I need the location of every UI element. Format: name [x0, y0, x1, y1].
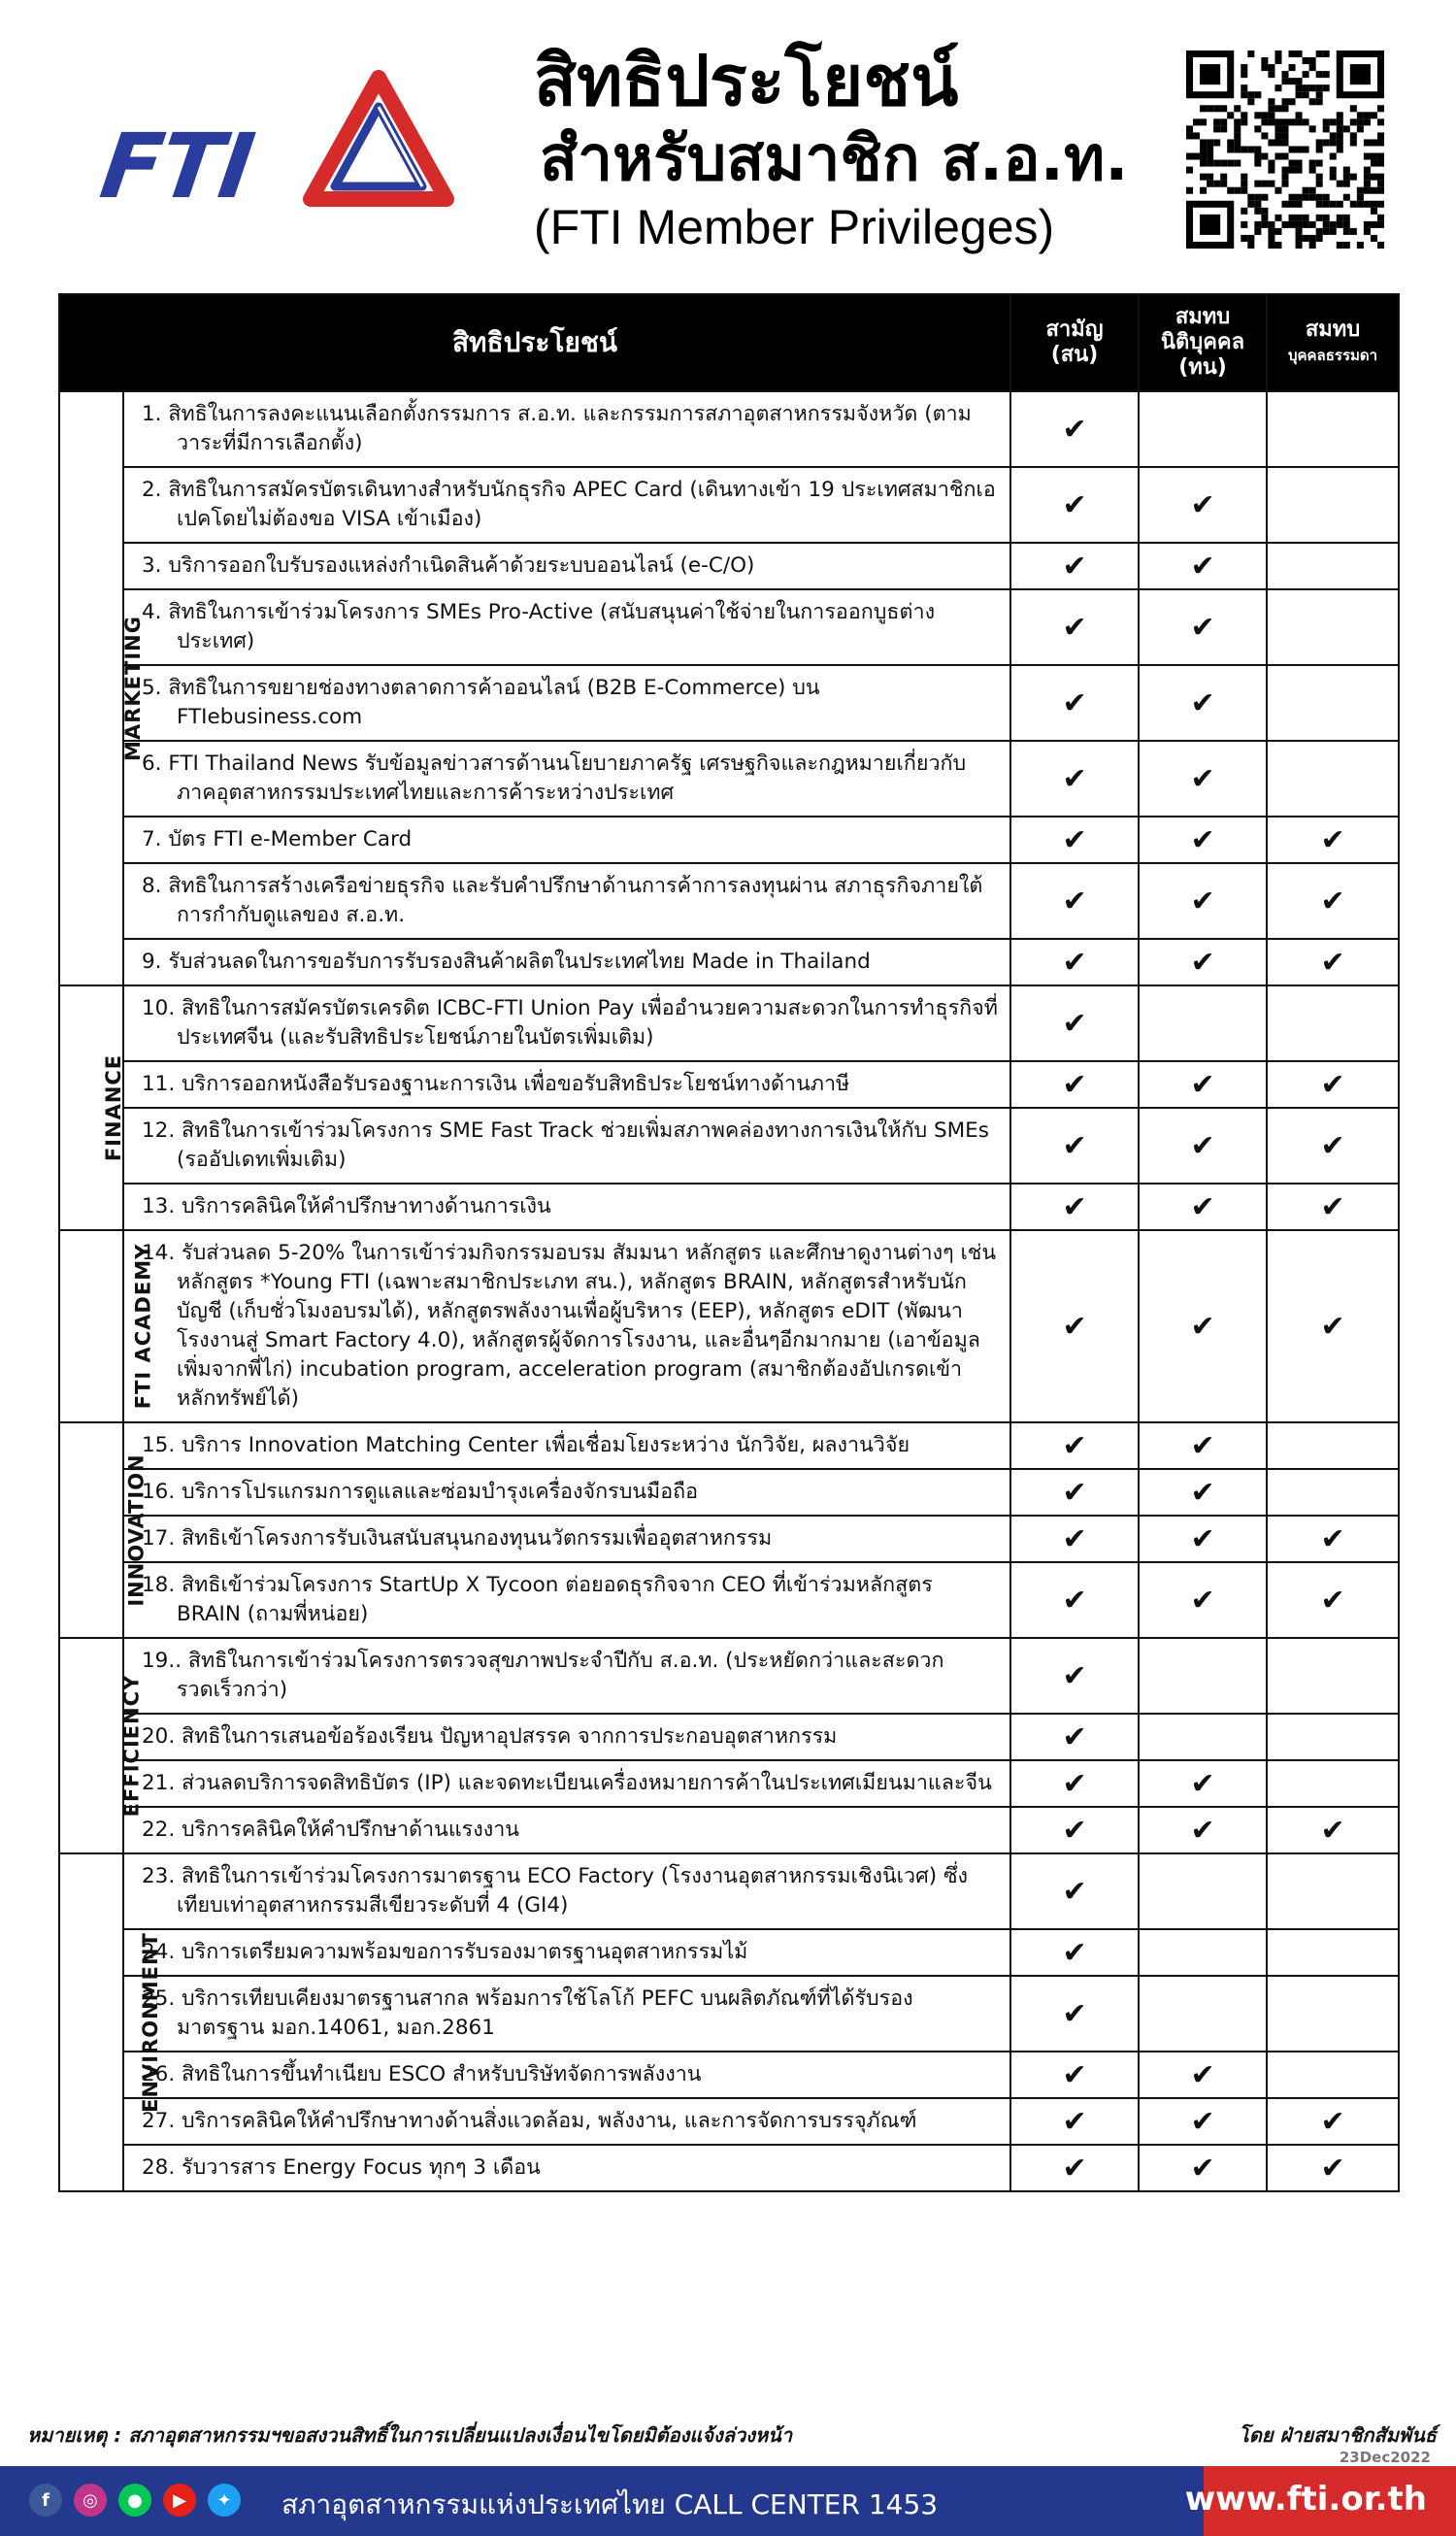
check-icon: ✔	[1190, 761, 1215, 796]
table-row	[59, 589, 1399, 665]
check-icon: ✔	[1062, 487, 1087, 522]
eligibility-cell-2	[1139, 2145, 1267, 2191]
check-icon: ✔	[1190, 1766, 1215, 1801]
eligibility-cell-2	[1139, 1562, 1267, 1638]
logo-wordmark: FTI	[94, 115, 259, 218]
privilege-cell	[123, 1562, 1010, 1638]
privileges-table	[58, 293, 1400, 2192]
table-row	[59, 1760, 1399, 1807]
eligibility-cell-3	[1267, 817, 1399, 863]
eligibility-cell-2	[1139, 741, 1267, 817]
category-cell	[59, 1422, 149, 1638]
eligibility-cell-1	[1010, 1469, 1139, 1516]
eligibility-cell-2	[1139, 939, 1267, 985]
eligibility-cell-2	[1139, 1230, 1267, 1422]
title-line-2: สำหรับสมาชิก ส.อ.ท.	[540, 123, 1129, 195]
check-icon: ✔	[1062, 610, 1087, 645]
check-icon: ✔	[1062, 1475, 1087, 1510]
table-row	[59, 1230, 1399, 1422]
table-row	[59, 1929, 1399, 1976]
eligibility-cell-1	[1010, 2098, 1139, 2145]
table-row	[59, 2145, 1399, 2191]
privilege-cell	[123, 939, 1010, 985]
check-icon: ✔	[1320, 2151, 1345, 2186]
privilege-cell	[123, 1638, 1010, 1714]
eligibility-cell-3	[1267, 1469, 1399, 1516]
privilege-cell	[123, 1469, 1010, 1516]
eligibility-cell-1	[1010, 741, 1139, 817]
check-icon: ✔	[1320, 822, 1345, 857]
check-icon: ✔	[1190, 1475, 1215, 1510]
privilege-text: 3. บริการออกใบรับรองแหล่งกำเนิดสินค้าด้วยระบบออนไลน์ (e-C/O)	[142, 553, 755, 578]
check-icon: ✔	[1320, 2104, 1345, 2139]
eligibility-cell-1	[1010, 1516, 1139, 1562]
check-icon: ✔	[1190, 822, 1215, 857]
eligibility-cell-1	[1010, 1853, 1139, 1929]
privilege-cell	[123, 589, 1010, 665]
check-icon: ✔	[1062, 884, 1087, 918]
check-icon: ✔	[1062, 1935, 1087, 1970]
check-icon: ✔	[1062, 1813, 1087, 1848]
check-icon: ✔	[1190, 1189, 1215, 1224]
privilege-text: 17. สิทธิเข้าโครงการรับเงินสนับสนุนกองทุนนวัตกรรมเพื่ออุตสาหกรรม	[142, 1526, 773, 1551]
privilege-cell	[123, 1061, 1010, 1108]
table-row	[59, 985, 1399, 1061]
check-icon: ✔	[1320, 1521, 1345, 1556]
privilege-cell	[123, 2145, 1010, 2191]
footer-call-center: สภาอุตสาหกรรมแห่งประเทศไทย CALL CENTER 1453	[281, 2488, 939, 2520]
privilege-text: 20. สิทธิในการเสนอข้อร้องเรียน ปัญหาอุปสรรค จากการประกอบอุตสาหกรรม	[142, 1724, 838, 1749]
eligibility-cell-1	[1010, 1929, 1139, 1976]
check-icon: ✔	[1190, 1428, 1215, 1463]
check-icon: ✔	[1190, 1521, 1215, 1556]
footnote-remark: หมายเหตุ : สภาอุตสาหกรรมฯขอสงวนสิทธิ์ในการเปลี่ยนแปลงเงื่อนไขโดยมิต้องแจ้งล่วงหน้า	[27, 2423, 793, 2447]
category-cell	[59, 1230, 155, 1422]
instagram-icon[interactable]: ◎	[74, 2484, 107, 2517]
check-icon: ✔	[1190, 1813, 1215, 1848]
eligibility-cell-3	[1267, 2145, 1399, 2191]
eligibility-cell-3	[1267, 665, 1399, 741]
privilege-cell	[123, 1760, 1010, 1807]
check-icon: ✔	[1062, 1874, 1087, 1909]
privilege-cell	[123, 1422, 1010, 1469]
header-associate-juristic-line3: (ทน)	[1178, 355, 1227, 380]
eligibility-cell-2	[1139, 1422, 1267, 1469]
privilege-text: 18. สิทธิเข้าร่วมโครงการ StartUp X Tycoon ต่อยอดธุรกิจจาก CEO ที่เข้าร่วมหลักสูตร BRAIN (ถามพี่หน่อย)	[142, 1573, 933, 1626]
category-cell	[59, 1853, 162, 2191]
check-icon: ✔	[1062, 1067, 1087, 1102]
check-icon: ✔	[1190, 2151, 1215, 2186]
table-row	[59, 1061, 1399, 1108]
header-associate-juristic-line2: นิติบุคคล	[1160, 330, 1245, 354]
eligibility-cell-2	[1139, 1061, 1267, 1108]
table-row	[59, 1516, 1399, 1562]
privilege-text: 25. บริการเทียบเคียงมาตรฐานสากล พร้อมการใช้โลโก้ PEFC บนผลิตภัณฑ์ที่ได้รับรองมาตรฐาน มอก.14061, มอก.2861	[142, 1986, 913, 2040]
eligibility-cell-3	[1267, 1184, 1399, 1230]
check-icon: ✔	[1320, 1128, 1345, 1163]
table-header-row	[59, 294, 1399, 391]
privilege-text: 10. สิทธิในการสมัครบัตรเครดิต ICBC-FTI Union Pay เพื่ออำนวยความสะดวกในการทำธุรกิจที่ประเทศจีน (และรับสิทธิประโยชน์ภายในบัตรเพิ่มเติม)	[142, 996, 998, 1050]
eligibility-cell-1	[1010, 2052, 1139, 2098]
check-icon: ✔	[1320, 1583, 1345, 1618]
privilege-cell	[123, 1516, 1010, 1562]
eligibility-cell-2	[1139, 1108, 1267, 1184]
privilege-text: 28. รับวารสาร Energy Focus ทุกๆ 3 เดือน	[142, 2155, 541, 2180]
eligibility-cell-1	[1010, 391, 1139, 467]
privilege-text: 12. สิทธิในการเข้าร่วมโครงการ SME Fast Track ช่วยเพิ่มสภาพคล่องทางการเงินให้กับ SMEs (รออัปเดทเพิ่มเติม)	[142, 1118, 989, 1172]
eligibility-cell-1	[1010, 1807, 1139, 1853]
check-icon: ✔	[1190, 1309, 1215, 1344]
eligibility-cell-1	[1010, 1108, 1139, 1184]
check-icon: ✔	[1320, 1067, 1345, 1102]
eligibility-cell-2	[1139, 589, 1267, 665]
eligibility-cell-1	[1010, 1061, 1139, 1108]
logo-triangle-icon	[301, 68, 456, 214]
category-cell	[59, 391, 145, 985]
header-associate-individual	[1267, 294, 1399, 391]
eligibility-cell-3	[1267, 1638, 1399, 1714]
check-icon: ✔	[1320, 1189, 1345, 1224]
header-ordinary-line1: สามัญ	[1045, 317, 1104, 342]
footnote-by: โดย ฝ่ายสมาชิกสัมพันธ์	[1239, 2423, 1437, 2447]
eligibility-cell-3	[1267, 543, 1399, 589]
eligibility-cell-2	[1139, 1638, 1267, 1714]
youtube-icon[interactable]: ▶	[163, 2484, 196, 2517]
eligibility-cell-3	[1267, 1230, 1399, 1422]
eligibility-cell-3	[1267, 1061, 1399, 1108]
table-row	[59, 1853, 1399, 1929]
eligibility-cell-1	[1010, 1422, 1139, 1469]
privilege-text: 11. บริการออกหนังสือรับรองฐานะการเงิน เพื่อขอรับสิทธิประโยชน์ทางด้านภาษี	[142, 1072, 850, 1096]
eligibility-cell-1	[1010, 1976, 1139, 2052]
check-icon: ✔	[1062, 945, 1087, 980]
eligibility-cell-1	[1010, 1638, 1139, 1714]
check-icon: ✔	[1190, 2057, 1215, 2092]
check-icon: ✔	[1062, 1006, 1087, 1041]
privilege-cell	[123, 863, 1010, 939]
check-icon: ✔	[1062, 2104, 1087, 2139]
eligibility-cell-1	[1010, 1230, 1139, 1422]
check-icon: ✔	[1062, 1658, 1087, 1693]
check-icon: ✔	[1062, 1719, 1087, 1754]
category-label: FTI ACADEMY	[131, 1243, 155, 1410]
privilege-text: 13. บริการคลินิคให้คำปรึกษาทางด้านการเงิน	[142, 1194, 551, 1218]
eligibility-cell-1	[1010, 939, 1139, 985]
eligibility-cell-1	[1010, 2145, 1139, 2191]
table-row	[59, 1184, 1399, 1230]
privilege-cell	[123, 817, 1010, 863]
table-row	[59, 817, 1399, 863]
privilege-cell	[123, 1853, 1010, 1929]
check-icon: ✔	[1062, 2057, 1087, 2092]
privilege-text: 14. รับส่วนลด 5-20% ในการเข้าร่วมกิจกรรมอบรม สัมมนา หลักสูตร และศึกษาดูงานต่างๆ เช่น หลักสูตร *Young FTI (เฉพาะสมาชิกประเภท สน.), หลักสูตร BRAIN, หลักสูตรสำหรับนักบัญชี (เก็บชั่วโมงอบรมได้), หลักสูตรพลังงานเพื่อผู้บริหาร (EEP), หลักสูตร eDIT (พัฒนาโรงงานสู่ Smart Factory 4.0), หลักสูตรผู้จัดการโรงงาน, และอื่นๆอีกมากมาย (เอาข้อมูลเพิ่มจากพี่ไก่) incubation program, acceleration program (สมาชิกต้องอัปเกรดเข้าหลักทรัพย์ได้)	[142, 1241, 997, 1411]
privilege-cell	[123, 2052, 1010, 2098]
privilege-text: 24. บริการเตรียมความพร้อมขอการรับรองมาตรฐานอุตสาหกรรมไม้	[142, 1940, 748, 1964]
eligibility-cell-1	[1010, 467, 1139, 543]
privilege-text: 7. บัตร FTI e-Member Card	[142, 827, 413, 851]
eligibility-cell-1	[1010, 1760, 1139, 1807]
check-icon: ✔	[1062, 1309, 1087, 1344]
privilege-text: 21. ส่วนลดบริการจดสิทธิบัตร (IP) และจดทะเบียนเครื่องหมายการค้าในประเทศเมียนมาและจีน	[142, 1771, 992, 1795]
category-label: INNOVATION	[124, 1453, 149, 1607]
check-icon: ✔	[1320, 1813, 1345, 1848]
check-icon: ✔	[1062, 685, 1087, 720]
privilege-text: 23. สิทธิในการเข้าร่วมโครงการมาตรฐาน ECO Factory (โรงงานอุตสาหกรรมเชิงนิเวศ) ซึ่งเทียบเท่าอุตสาหกรรมสีเขียวระดับที่ 4 (GI4)	[142, 1864, 969, 1918]
table-row	[59, 391, 1399, 467]
privilege-cell	[123, 467, 1010, 543]
check-icon: ✔	[1190, 1583, 1215, 1618]
fti-logo	[94, 68, 451, 223]
check-icon: ✔	[1062, 1189, 1087, 1224]
check-icon: ✔	[1062, 1128, 1087, 1163]
eligibility-cell-1	[1010, 863, 1139, 939]
privilege-text: 22. บริการคลินิคให้คำปรึกษาด้านแรงงาน	[142, 1818, 519, 1842]
privilege-text: 2. สิทธิในการสมัครบัตรเดินทางสำหรับนักธุรกิจ APEC Card (เดินทางเข้า 19 ประเทศสมาชิกเอเปคโดยไม่ต้องขอ VISA เข้าเมือง)	[142, 478, 996, 531]
privilege-cell	[123, 1976, 1010, 2052]
eligibility-cell-1	[1010, 817, 1139, 863]
table-row	[59, 1422, 1399, 1469]
eligibility-cell-2	[1139, 2052, 1267, 2098]
eligibility-cell-3	[1267, 1976, 1399, 2052]
eligibility-cell-3	[1267, 985, 1399, 1061]
eligibility-cell-3	[1267, 467, 1399, 543]
eligibility-cell-3	[1267, 1108, 1399, 1184]
eligibility-cell-2	[1139, 817, 1267, 863]
social-icons	[29, 2484, 241, 2517]
twitter-icon[interactable]: ✦	[208, 2484, 241, 2517]
category-label: MARKETING	[120, 616, 145, 761]
page-header	[0, 0, 1456, 282]
privilege-cell	[123, 1929, 1010, 1976]
eligibility-cell-3	[1267, 391, 1399, 467]
privilege-text: 16. บริการโปรแกรมการดูแลและซ่อมบำรุงเครื่องจักรบนมือถือ	[142, 1480, 699, 1504]
privilege-text: 27. บริการคลินิคให้คำปรึกษาทางด้านสิ่งแวดล้อม, พลังงาน, และการจัดการบรรจุภัณฑ์	[142, 2109, 917, 2133]
header-ordinary-line2: (สน)	[1050, 343, 1099, 367]
eligibility-cell-3	[1267, 1760, 1399, 1807]
table-row	[59, 863, 1399, 939]
table-row	[59, 2098, 1399, 2145]
eligibility-cell-3	[1267, 1714, 1399, 1760]
eligibility-cell-2	[1139, 1714, 1267, 1760]
category-label: ENVIRONMENT	[138, 1932, 162, 2113]
eligibility-cell-2	[1139, 1760, 1267, 1807]
eligibility-cell-2	[1139, 1184, 1267, 1230]
eligibility-cell-2	[1139, 985, 1267, 1061]
check-icon: ✔	[1062, 549, 1087, 584]
table-row	[59, 939, 1399, 985]
eligibility-cell-2	[1139, 1929, 1267, 1976]
eligibility-cell-3	[1267, 1516, 1399, 1562]
privilege-text: 26. สิทธิในการขึ้นทำเนียบ ESCO สำหรับบริษัทจัดการพลังงาน	[142, 2062, 702, 2086]
eligibility-cell-2	[1139, 1516, 1267, 1562]
check-icon: ✔	[1190, 487, 1215, 522]
eligibility-cell-1	[1010, 1562, 1139, 1638]
eligibility-cell-2	[1139, 1976, 1267, 2052]
footnote-date: 23Dec2022	[1339, 2449, 1431, 2466]
table-row	[59, 1562, 1399, 1638]
eligibility-cell-3	[1267, 863, 1399, 939]
title-line-1: สิทธิประโยชน์	[534, 40, 959, 121]
check-icon: ✔	[1062, 1766, 1087, 1801]
check-icon: ✔	[1190, 1067, 1215, 1102]
eligibility-cell-3	[1267, 2052, 1399, 2098]
header-associate-juristic	[1139, 294, 1267, 391]
check-icon: ✔	[1062, 822, 1087, 857]
header-associate-juristic-line1: สมทบ	[1175, 305, 1231, 329]
category-cell	[59, 1638, 144, 1853]
header-ordinary-member	[1010, 294, 1139, 391]
line-icon[interactable]: ●	[118, 2484, 151, 2517]
privilege-cell	[123, 741, 1010, 817]
eligibility-cell-1	[1010, 985, 1139, 1061]
privilege-cell	[123, 2098, 1010, 2145]
check-icon: ✔	[1190, 610, 1215, 645]
eligibility-cell-2	[1139, 391, 1267, 467]
qr-code-icon[interactable]	[1186, 50, 1384, 249]
footer-website-link[interactable]: www.fti.or.th	[1184, 2480, 1427, 2519]
privilege-text: 6. FTI Thailand News รับข้อมูลข่าวสารด้านนโยบายภาครัฐ เศรษฐกิจและกฎหมายเกี่ยวกับภาคอุตสาหกรรมประเทศไทยและการค้าระหว่างประเทศ	[142, 751, 967, 805]
privilege-cell	[123, 1108, 1010, 1184]
check-icon: ✔	[1062, 1428, 1087, 1463]
privilege-cell	[123, 543, 1010, 589]
privilege-text: 15. บริการ Innovation Matching Center เพื่อเชื่อมโยงระหว่าง นักวิจัย, ผลงานวิจัย	[142, 1433, 910, 1457]
check-icon: ✔	[1320, 884, 1345, 918]
eligibility-cell-3	[1267, 1562, 1399, 1638]
eligibility-cell-2	[1139, 467, 1267, 543]
category-label: FINANCE	[102, 1053, 126, 1162]
privilege-text: 19.. สิทธิในการเข้าร่วมโครงการตรวจสุขภาพประจำปีกับ ส.อ.ท. (ประหยัดกว่าและสะดวกรวดเร็วกว่า)	[142, 1649, 944, 1702]
table-row	[59, 1469, 1399, 1516]
check-icon: ✔	[1190, 1128, 1215, 1163]
privilege-text: 8. สิทธิในการสร้างเครือข่ายธุรกิจ และรับคำปรึกษาด้านการค้าการลงทุนผ่าน สภาธุรกิจภายใต้การกำกับดูแลของ ส.อ.ท.	[142, 874, 983, 927]
eligibility-cell-2	[1139, 1807, 1267, 1853]
table-row	[59, 543, 1399, 589]
header-privileges: สิทธิประโยชน์	[59, 294, 1010, 391]
eligibility-cell-3	[1267, 1422, 1399, 1469]
eligibility-cell-1	[1010, 543, 1139, 589]
check-icon: ✔	[1062, 761, 1087, 796]
eligibility-cell-3	[1267, 589, 1399, 665]
privilege-text: 4. สิทธิในการเข้าร่วมโครงการ SMEs Pro-Active (สนับสนุนค่าใช้จ่ายในการออกบูธต่างประเทศ)	[142, 600, 936, 653]
check-icon: ✔	[1190, 685, 1215, 720]
check-icon: ✔	[1062, 1583, 1087, 1618]
page-footer	[0, 2466, 1456, 2536]
eligibility-cell-2	[1139, 2098, 1267, 2145]
check-icon: ✔	[1062, 1521, 1087, 1556]
eligibility-cell-2	[1139, 543, 1267, 589]
check-icon: ✔	[1190, 884, 1215, 918]
check-icon: ✔	[1190, 2104, 1215, 2139]
eligibility-cell-3	[1267, 1853, 1399, 1929]
table-row	[59, 1976, 1399, 2052]
table-row	[59, 665, 1399, 741]
table-row	[59, 467, 1399, 543]
check-icon: ✔	[1190, 945, 1215, 980]
privilege-text: 1. สิทธิในการลงคะแนนเลือกตั้งกรรมการ ส.อ.ท. และกรรมการสภาอุตสาหกรรมจังหวัด (ตามวาระที่มีการเลือกตั้ง)	[142, 402, 972, 455]
eligibility-cell-2	[1139, 863, 1267, 939]
privilege-cell	[123, 985, 1010, 1061]
table-body	[59, 391, 1399, 2191]
category-cell	[59, 985, 126, 1230]
eligibility-cell-1	[1010, 1184, 1139, 1230]
category-label: EFFICIENCY	[119, 1674, 144, 1818]
check-icon: ✔	[1062, 1996, 1087, 2031]
header-associate-individual-line1: สมทบ	[1305, 317, 1361, 342]
check-icon: ✔	[1062, 2151, 1087, 2186]
eligibility-cell-3	[1267, 1807, 1399, 1853]
privilege-cell	[123, 1184, 1010, 1230]
eligibility-cell-1	[1010, 665, 1139, 741]
facebook-icon[interactable]: f	[29, 2484, 62, 2517]
table-row	[59, 741, 1399, 817]
check-icon: ✔	[1320, 945, 1345, 980]
title-line-3: (FTI Member Privileges)	[534, 200, 1055, 254]
privilege-cell	[123, 665, 1010, 741]
privilege-text: 9. รับส่วนลดในการขอรับการรับรองสินค้าผลิตในประเทศไทย Made in Thailand	[142, 950, 871, 974]
privilege-cell	[123, 1807, 1010, 1853]
privilege-cell	[123, 391, 1010, 467]
eligibility-cell-1	[1010, 1714, 1139, 1760]
privilege-cell	[123, 1714, 1010, 1760]
eligibility-cell-2	[1139, 665, 1267, 741]
eligibility-cell-3	[1267, 1929, 1399, 1976]
header-associate-individual-line2: บุคคลธรรมดา	[1287, 347, 1378, 364]
check-icon: ✔	[1190, 549, 1215, 584]
table-row	[59, 1714, 1399, 1760]
privilege-text: 5. สิทธิในการขยายช่องทางตลาดการค้าออนไลน์ (B2B E-Commerce) บน FTIebusiness.com	[142, 676, 820, 729]
table-row	[59, 1807, 1399, 1853]
eligibility-cell-3	[1267, 939, 1399, 985]
eligibility-cell-2	[1139, 1469, 1267, 1516]
eligibility-cell-3	[1267, 2098, 1399, 2145]
check-icon: ✔	[1320, 1309, 1345, 1344]
check-icon: ✔	[1062, 412, 1087, 447]
table-row	[59, 2052, 1399, 2098]
privilege-cell	[123, 1230, 1010, 1422]
table-row	[59, 1638, 1399, 1714]
page-title	[534, 39, 1136, 258]
eligibility-cell-2	[1139, 1853, 1267, 1929]
eligibility-cell-1	[1010, 589, 1139, 665]
eligibility-cell-3	[1267, 741, 1399, 817]
table-row	[59, 1108, 1399, 1184]
